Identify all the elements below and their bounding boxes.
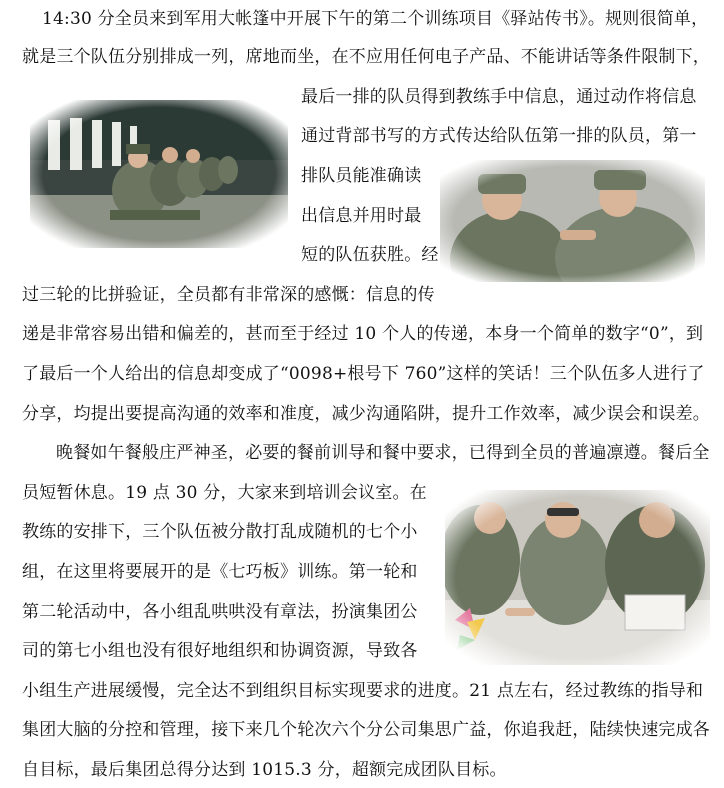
- paragraph-1-line-9: 递是非常容易出错和偏差的，甚而至于经过 10 个人的传递，本身一个简单的数字“0”，到: [22, 324, 704, 344]
- photo-soldiers-seated-in-tent: [30, 100, 288, 248]
- paragraph-1-line-2: 就是三个队伍分别排成一列，席地而坐，在不应用任何电子产品、不能讲话等条件限制下，: [22, 47, 710, 67]
- paragraph-2-line-6: 司的第七小组也没有很好地组织和协调资源，导致各: [22, 641, 418, 661]
- paragraph-2-line-5: 第二轮活动中，各小组乱哄哄没有章法，扮演集团公: [22, 602, 418, 622]
- paragraph-2-line-7: 小组生产进展缓慢，完全达不到组织目标实现要求的进度。21 点左右，经过教练的指导和: [22, 681, 704, 701]
- paragraph-2-line-9: 自目标，最后集团总得分达到 1015.3 分，超额完成团队目标。: [22, 760, 507, 780]
- paragraph-1-line-4: 通过背部书写的方式传达给队伍第一排的队员，第一: [301, 126, 697, 146]
- paragraph-2-line-8: 集团大脑的分控和管理，接下来几个轮次六个分公司集思广益，你追我赶，陆续快速完成各: [22, 720, 710, 740]
- paragraph-1-line-1: 14:30 分全员来到军用大帐篷中开展下午的第二个训练项目《驿站传书》。规则很简单，: [42, 9, 709, 29]
- paragraph-1-line-8: 过三轮的比拼验证，全员都有非常深的感慨：信息的传: [22, 285, 435, 305]
- paragraph-1-line-11: 分享，均提出要提高沟通的效率和准度，减少沟通陷阱，提升工作效率，减少误会和误差。: [22, 404, 710, 424]
- paragraph-2-line-2: 员短暂休息。19 点 30 分，大家来到培训会议室。在: [22, 483, 427, 503]
- paragraph-1-line-5: 排队员能准确读: [301, 166, 422, 186]
- paragraph-2-line-4: 组，在这里将要展开的是《七巧板》训练。第一轮和: [22, 562, 418, 582]
- paragraph-1-line-10: 了最后一个人给出的信息却变成了“0098+根号下 760”这样的笑话！三个队伍多人进行了: [22, 364, 705, 384]
- paragraph-1-line-3: 最后一排的队员得到教练手中信息，通过动作将信息: [301, 87, 697, 107]
- paragraph-1-line-7: 短的队伍获胜。经: [301, 245, 439, 265]
- paragraph-2-line-1: 晚餐如午餐般庄严神圣，必要的餐前训导和餐中要求，已得到全员的普遍凛遵。餐后全: [56, 443, 710, 463]
- paragraph-1-line-6: 出信息并用时最: [301, 206, 422, 226]
- photo-group-tangram-activity: [445, 490, 710, 665]
- photo-instructor-and-soldier: [440, 160, 705, 282]
- paragraph-2-line-3: 教练的安排下，三个队伍被分散打乱成随机的七个小: [22, 522, 418, 542]
